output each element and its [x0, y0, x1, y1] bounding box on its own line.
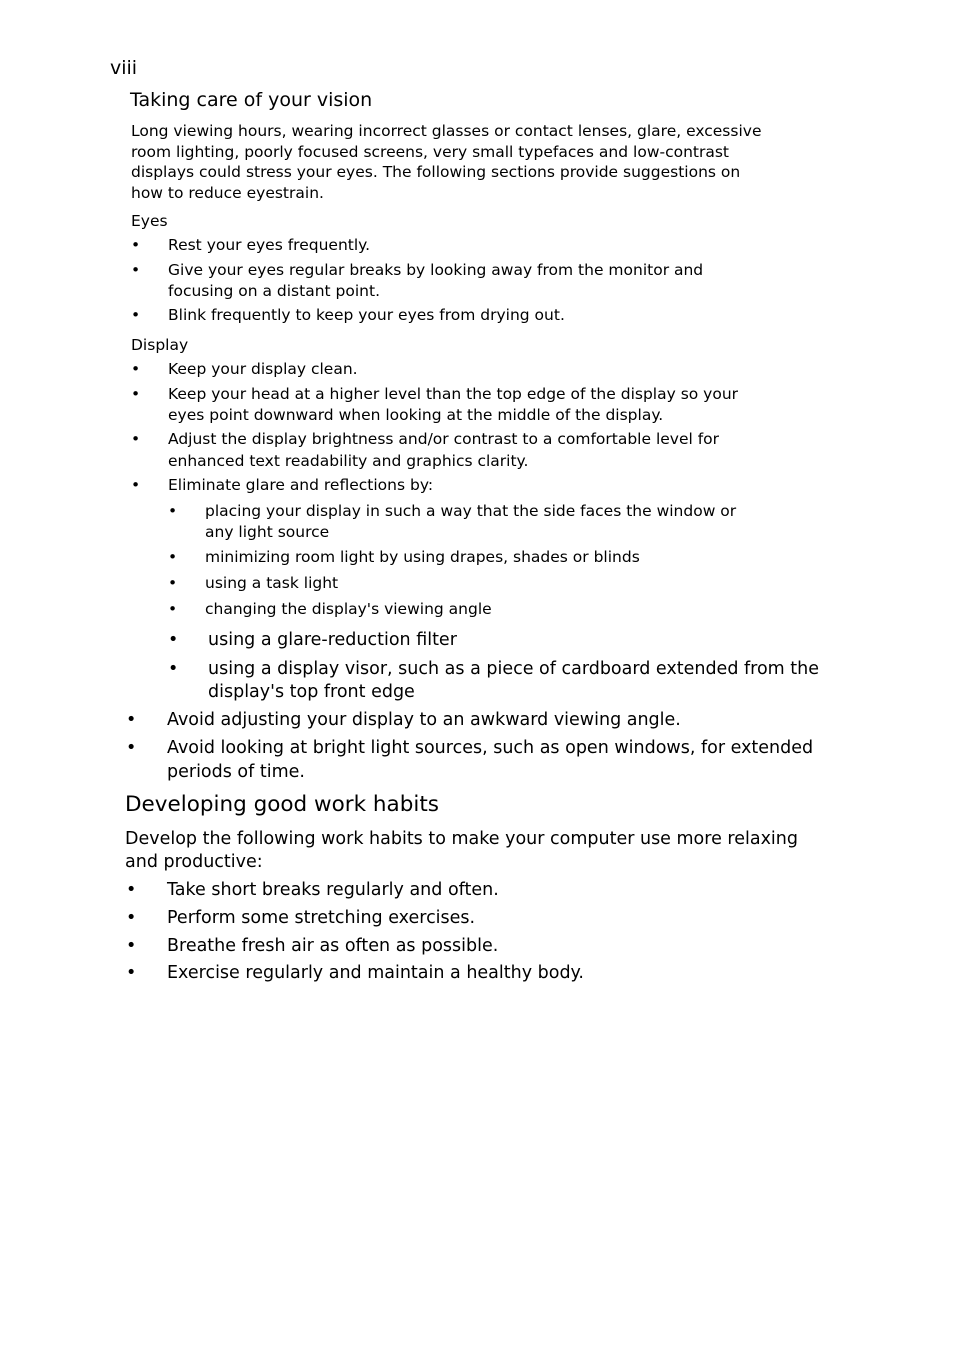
list-item-text: eyes point downward when looking at the middle of the display.	[168, 406, 664, 424]
bullet-icon: •	[126, 963, 137, 983]
vision-intro-line: Long viewing hours, wearing incorrect glasses or contact lenses, glare, excessive	[131, 122, 762, 140]
page-number: viii	[110, 57, 138, 79]
list-item-text: placing your display in such a way that the side faces the window or	[205, 502, 737, 520]
habits-intro-line: Develop the following work habits to make your computer use more relaxing	[125, 829, 798, 849]
list-item-text: Avoid looking at bright light sources, such as open windows, for extended	[167, 738, 814, 758]
bullet-icon: •	[168, 548, 178, 566]
vision-intro-line: room lighting, poorly focused screens, very small typefaces and low-contrast	[131, 143, 730, 161]
list-item-text: periods of time.	[167, 762, 305, 782]
habits-intro-line: and productive:	[125, 852, 263, 872]
list-item-text: Exercise regularly and maintain a healthy body.	[167, 963, 584, 983]
bullet-icon: •	[126, 738, 137, 758]
list-item-text: Avoid adjusting your display to an awkward viewing angle.	[167, 710, 681, 730]
list-item-text: Perform some stretching exercises.	[167, 908, 476, 928]
list-item-text: using a glare-reduction filter	[208, 630, 457, 650]
list-item-text: enhanced text readability and graphics clarity.	[168, 452, 529, 470]
list-item-text: Blink frequently to keep your eyes from drying out.	[168, 306, 565, 324]
bullet-icon: •	[131, 261, 141, 279]
list-item-text: Rest your eyes frequently.	[168, 236, 371, 254]
list-item-text: focusing on a distant point.	[168, 282, 380, 300]
list-item-text: minimizing room light by using drapes, shades or blinds	[205, 548, 640, 566]
bullet-icon: •	[131, 476, 141, 494]
bullet-icon: •	[126, 908, 137, 928]
subsection-label-eyes: Eyes	[131, 212, 168, 230]
list-item-text: Keep your head at a higher level than the top edge of the display so your	[168, 385, 739, 403]
bullet-icon: •	[168, 600, 178, 618]
vision-intro-line: how to reduce eyestrain.	[131, 184, 324, 202]
list-item-text: display's top front edge	[208, 682, 415, 702]
list-item-text: any light source	[205, 523, 330, 541]
bullet-icon: •	[131, 430, 141, 448]
bullet-icon: •	[168, 630, 179, 650]
list-item-text: changing the display's viewing angle	[205, 600, 492, 618]
list-item-text: Take short breaks regularly and often.	[167, 880, 499, 900]
section-title-vision: Taking care of your vision	[130, 89, 373, 111]
list-item-text: using a task light	[205, 574, 339, 592]
bullet-icon: •	[126, 936, 137, 956]
bullet-icon: •	[131, 236, 141, 254]
bullet-icon: •	[131, 360, 141, 378]
bullet-icon: •	[131, 385, 141, 403]
list-item-text: Keep your display clean.	[168, 360, 358, 378]
bullet-icon: •	[168, 502, 178, 520]
subsection-label-display: Display	[131, 336, 189, 354]
list-item-text: Adjust the display brightness and/or contrast to a comfortable level for	[168, 430, 720, 448]
bullet-icon: •	[126, 710, 137, 730]
section-title-habits: Developing good work habits	[125, 792, 439, 817]
bullet-icon: •	[131, 306, 141, 324]
list-item-text: using a display visor, such as a piece of cardboard extended from the	[208, 659, 820, 679]
list-item-text: Eliminate glare and reflections by:	[168, 476, 434, 494]
bullet-icon: •	[168, 574, 178, 592]
bullet-icon: •	[126, 880, 137, 900]
bullet-icon: •	[168, 659, 179, 679]
list-item-text: Breathe fresh air as often as possible.	[167, 936, 499, 956]
vision-intro-line: displays could stress your eyes. The following sections provide suggestions on	[131, 163, 741, 181]
list-item-text: Give your eyes regular breaks by looking away from the monitor and	[168, 261, 704, 279]
